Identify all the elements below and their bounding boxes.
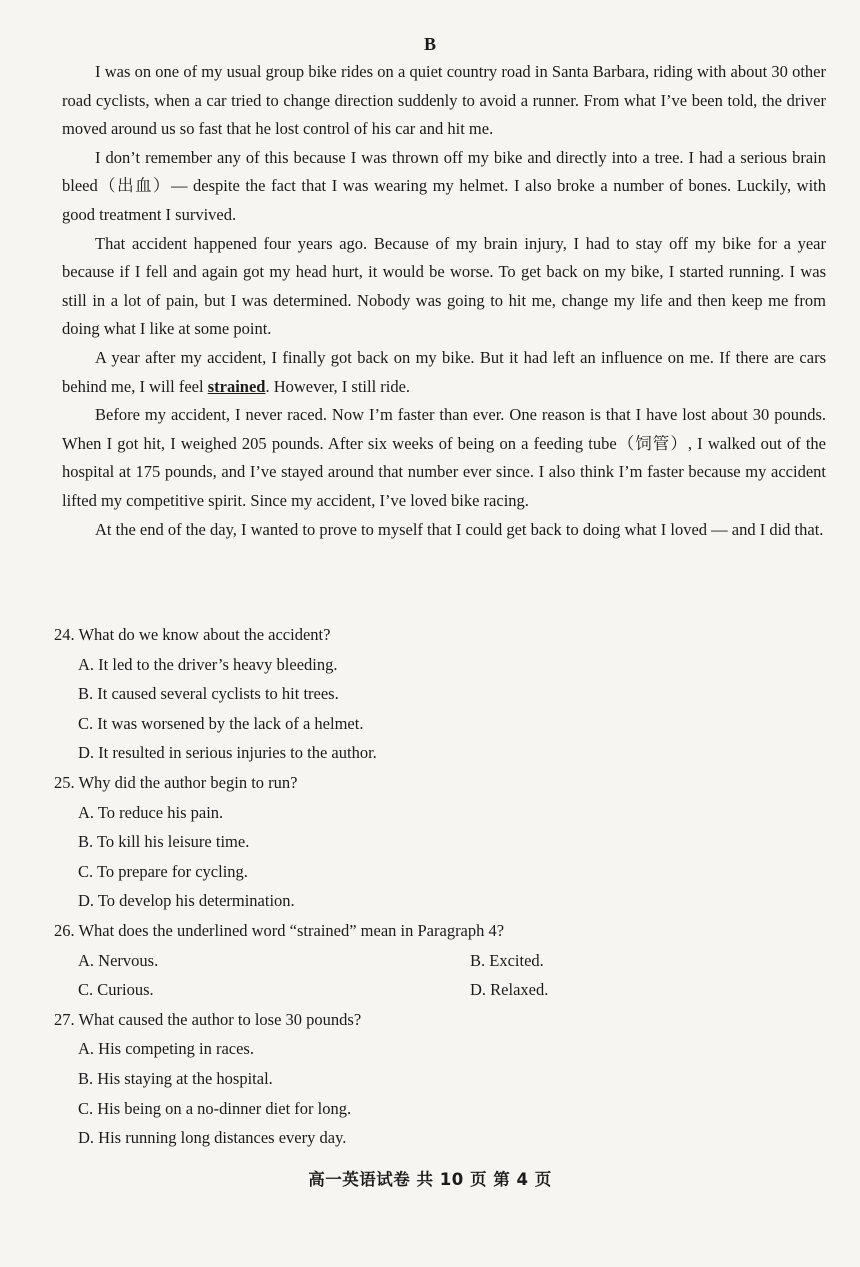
paragraph-1: I was on one of my usual group bike rides on a quiet country road in Santa Barbara, riding with about 30 other road cyclists, when a car tried to change direction suddenly to avoid a runner. From what I’ve been told, the driver moved around us so fast that he lost control of his car and hit me.: [62, 62, 826, 139]
paragraph-4-part-1: A year after my accident, I finally got back on my bike. But it had left an influence on me. If there are cars behind me, I will feel: [62, 347, 826, 396]
paragraph-5: Before my accident, I never raced. Now I’m faster than ever. One reason is that I have lost about 30 pounds. When I got hit, I weighed 205 pounds. After six weeks of being on a feeding tube（饲管）, I walked out of the hospital at 175 pounds, and I’ve stayed around that number ever since. I also think I’m faster because my accident lifted my competitive spirit. Since my accident, I’ve loved bike racing.: [62, 405, 826, 510]
underlined-word-strained: strained: [207, 376, 266, 396]
paragraph-2: I don’t remember any of this because I was thrown off my bike and directly into a tree. I had a serious brain bleed（出血）— despite the fact that I was wearing my helmet. I also broke a number of bones. Luckily, with good treatment I survived.: [62, 147, 826, 224]
question-26: [54, 916, 826, 1005]
question-25: [54, 768, 826, 916]
option-c: C. To prepare for cycling.: [78, 861, 248, 881]
question-stem: 25. Why did the author begin to run?: [54, 772, 298, 792]
option-c: C. It was worsened by the lack of a helmet.: [78, 713, 364, 733]
reading-passage: [62, 58, 826, 544]
question-24: [54, 620, 826, 768]
paragraph-3: That accident happened four years ago. Because of my brain injury, I had to stay off my bike for a year because if I fell and again got my head hurt, it would be worse. To get back on my bike, I started running. I was still in a lot of pain, but I was determined. Nobody was going to hit me, change my life and then keep me from doing what I like at some point.: [62, 233, 826, 339]
question-stem: 24. What do we know about the accident?: [54, 625, 331, 644]
question-stem: 27. What caused the author to lose 30 pounds?: [54, 1009, 362, 1029]
paragraph-4-part-2: . However, I still ride.: [265, 376, 411, 396]
question-stem: 26. What does the underlined word “strained” mean in Paragraph 4?: [54, 920, 505, 940]
option-d: D. His running long distances every day.: [78, 1128, 347, 1148]
page-footer: 高一英语试卷 共 10 页 第 4 页: [308, 1170, 552, 1189]
section-label: B: [423, 34, 436, 54]
question-27: [54, 1005, 826, 1153]
option-b: B. Excited.: [470, 950, 544, 970]
option-b: B. It caused several cyclists to hit trees.: [78, 684, 339, 704]
option-grid: [54, 946, 826, 1005]
option-a: A. To reduce his pain.: [78, 802, 224, 822]
option-d: D. To develop his determination.: [78, 891, 295, 911]
option-b: B. His staying at the hospital.: [78, 1068, 273, 1088]
question-list: [54, 620, 826, 1153]
option-c: C. His being on a no-dinner diet for long.: [78, 1098, 352, 1118]
paragraph-6: At the end of the day, I wanted to prove to myself that I could get back to doing what I loved — and I did that.: [95, 519, 824, 539]
option-a: A. Nervous.: [78, 950, 159, 970]
option-a: A. His competing in races.: [78, 1039, 254, 1059]
option-b: B. To kill his leisure time.: [78, 832, 250, 852]
option-d: D. Relaxed.: [470, 980, 549, 1000]
paragraph-4: [62, 344, 826, 401]
option-d: D. It resulted in serious injuries to the author.: [78, 743, 377, 763]
option-a: A. It led to the driver’s heavy bleeding.: [78, 654, 338, 674]
option-c: C. Curious.: [78, 980, 154, 1000]
